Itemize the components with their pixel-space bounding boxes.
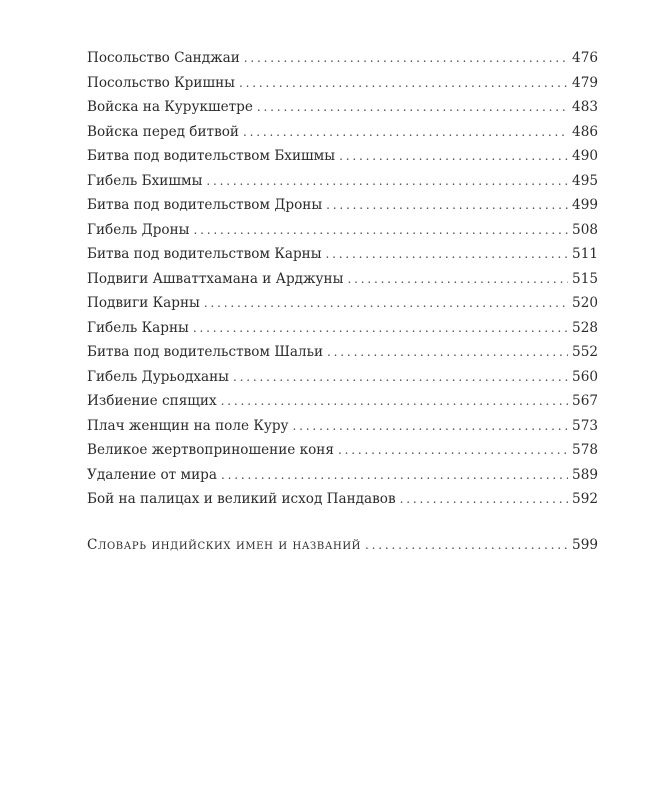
toc-entry-page: 486	[572, 123, 598, 140]
toc-entry-page: 592	[572, 491, 598, 507]
dot-leader	[257, 95, 568, 120]
toc-entry-title: Битва под водительством Карны	[87, 246, 322, 262]
toc-entry-title: Войска на Курукшетре	[87, 99, 253, 115]
dot-leader	[239, 71, 568, 96]
toc-entry-title: Войска перед битвой	[87, 123, 239, 140]
toc-entry-title: Битва под водительством Дроны	[87, 197, 323, 213]
toc-entry-page: 495	[572, 172, 598, 189]
toc-entry[interactable]	[87, 414, 598, 439]
toc-entry-title: Подвиги Ашваттхамана и Арджуны	[87, 270, 344, 287]
toc-entry[interactable]	[87, 218, 598, 243]
toc-entry-page: 515	[572, 270, 598, 287]
toc-entry-title: Плач женщин на поле Куру	[87, 417, 289, 434]
toc-entry-page: 528	[572, 319, 598, 336]
toc-entry[interactable]	[87, 95, 598, 120]
toc-entry-title: Избиение спящих	[87, 393, 217, 409]
dot-leader	[326, 242, 569, 267]
section-spacer	[87, 512, 598, 533]
toc-entry-title: Гибель Бхишмы	[87, 172, 203, 189]
toc-entry-glossary[interactable]	[87, 533, 598, 558]
toc-entry-title: Посольство Санджаи	[87, 50, 240, 66]
dot-leader	[206, 169, 568, 194]
toc-entry[interactable]	[87, 340, 598, 365]
dot-leader	[244, 46, 568, 71]
toc-entry-page: 573	[572, 417, 598, 434]
toc-entry-page: 589	[572, 466, 598, 483]
toc-entry-page: 479	[572, 74, 598, 91]
toc-entry[interactable]	[87, 267, 598, 292]
toc-entry-title: Посольство Кришны	[87, 74, 235, 91]
toc-entry[interactable]	[87, 169, 598, 194]
toc-entry-page: 552	[572, 344, 598, 360]
dot-leader	[243, 120, 568, 145]
toc-entry-title: Великое жертвоприношение коня	[87, 442, 334, 458]
toc-entry-page: 511	[572, 246, 598, 262]
toc-entry-page: 499	[572, 197, 598, 213]
toc-entry-page: 483	[572, 99, 598, 115]
dot-leader	[338, 438, 568, 463]
toc-entry-page: 476	[572, 50, 598, 66]
toc-entry[interactable]	[87, 438, 598, 463]
toc-entry-title: Гибель Карны	[87, 319, 189, 336]
dot-leader	[347, 267, 568, 292]
toc-entry[interactable]	[87, 193, 598, 218]
toc-entry[interactable]	[87, 46, 598, 71]
toc-entry[interactable]	[87, 242, 598, 267]
toc-entry-page: 560	[572, 368, 598, 385]
dot-leader	[193, 218, 568, 243]
toc-entry[interactable]	[87, 120, 598, 145]
toc-entry-page: 599	[572, 536, 598, 553]
toc-entry-page: 490	[572, 148, 598, 164]
toc-entry-title: Битва под водительством Шальи	[87, 344, 324, 360]
table-of-contents	[87, 46, 598, 557]
toc-entry-title: Словарь индийских имен и названий	[87, 536, 361, 553]
dot-leader	[339, 144, 568, 169]
dot-leader	[204, 291, 568, 316]
toc-entry-title: Удаление от мира	[87, 466, 217, 483]
toc-entry-page: 567	[572, 393, 598, 409]
toc-entry[interactable]	[87, 487, 598, 512]
toc-entry[interactable]	[87, 291, 598, 316]
toc-entry-page: 578	[572, 442, 598, 458]
toc-entry[interactable]	[87, 389, 598, 414]
dot-leader	[293, 414, 569, 439]
dot-leader	[221, 463, 568, 488]
dot-leader	[326, 193, 568, 218]
toc-entry-title: Битва под водительством Бхишмы	[87, 148, 336, 164]
dot-leader	[193, 316, 568, 341]
toc-entry[interactable]	[87, 463, 598, 488]
toc-entry[interactable]	[87, 71, 598, 96]
toc-entry-title: Гибель Дроны	[87, 221, 190, 238]
dot-leader	[400, 487, 568, 512]
dot-leader	[233, 365, 568, 390]
toc-entry[interactable]	[87, 316, 598, 341]
toc-entry-page: 508	[572, 221, 598, 238]
toc-entry-title: Гибель Дурьодханы	[87, 368, 230, 385]
toc-entry-page: 520	[572, 295, 598, 311]
toc-entry[interactable]	[87, 144, 598, 169]
dot-leader	[365, 533, 568, 558]
dot-leader	[327, 340, 568, 365]
toc-entry-title: Бой на палицах и великий исход Пандавов	[87, 491, 396, 507]
dot-leader	[221, 389, 568, 414]
toc-entry[interactable]	[87, 365, 598, 390]
toc-entry-title: Подвиги Карны	[87, 295, 200, 311]
